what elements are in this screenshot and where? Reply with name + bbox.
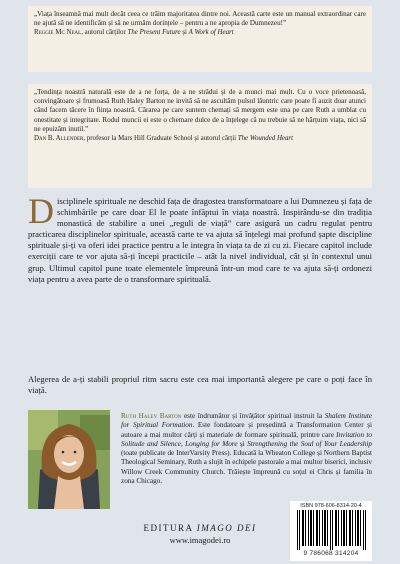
endorsement-attribution: Dan B. Allender, profesor la Mars Hill Graduate School și autorul cărții The Wounded Heart: [34, 135, 294, 143]
description-paragraph-2: Alegerea de a-ți stabili propriul ritm sacru este cea mai importantă alegere pe care o poți face în viață.: [28, 374, 372, 396]
publisher-name: EDITURA IMAGO DEI: [143, 523, 257, 533]
endorsement-author: Reggie Mc Neal: [34, 29, 82, 37]
author-photo: [28, 410, 110, 509]
drop-cap: D: [28, 191, 54, 231]
description-paragraph-1: isciplinele spirituale ne deschid fața de dragostea transformatoare a lui Dumnezeu și fața de schimbările pe care doar El le poate înfăptui în viața noastră. Inspirându-se din tradiția monastică de stabilire a unei „reguli de viață” care asigură un cadru regulat pentru practicarea disciplinelor spirituale, această carte te va ajuta să înțelegi mai profund șapte discipline spirituale și-ți va oferi idei practice pentru a le integra în viața ta de zi cu zi. Fiecare capitol include exerciții care te vor ajuta să-ți începi practicile – atât la nivel individual, cât și în contextul unui grup. Ultimul capitol pune toate elementele împreună într-un mod care te va ajuta să-ți ordonezi viața pentru a avea parte de o transformare spirituală.: [28, 196, 372, 284]
endorsement-author: Dan B. Allender: [34, 135, 84, 143]
isbn-label: ISBN 978-606-8314-20-4: [300, 503, 362, 509]
endorsement-attribution: Reggie Mc Neal, autorul cărților The Present Future și A Work of Heart: [34, 29, 234, 37]
publisher-website: www.imagodei.ro: [169, 535, 231, 545]
endorsement-text: „Viața înseamnă mai mult decât ceea ce trăim majoritatea dintre noi. Această carte este un manual extraordinar care ne ajută să ne identificăm și să ne urmăm dorințele – pentru a ne apropia de Dumnezeu!”: [34, 10, 366, 28]
author-name: Ruth Haley Barton: [121, 412, 182, 420]
author-bio: Ruth Haley Barton este îndrumător și învățător spiritual instruit la Shalem Institute for Spiritual Formation. Este fondatoare și președintă a Transformation Center și autoare a mai multor cărți și materiale de formare spirituală, printre care Invitation to Solitude and Silence, Longing for More și Strengthening the Soul of Your Leadership (toate publicate de InterVarsity Press). Educată la Wheaton College și Northern Baptist Theological Seminary, Ruth a slujit în echipele pastorale a mai multor biserici, inclusiv Willow Creek Community Church. Trăiește împreună cu soțul ei Chris și familia în zona Chicago.: [121, 412, 373, 486]
endorsement-text: „Tendința noastră naturală este de a ne forța, de a ne strădui și de a munci mai mult. Cu o voce prietenoasă, convingătoare și frumoasă Ruth Haley Barton ne invită să ne ascultăm pulsul lăuntric care poate fi auzit doar atunci când facem tăcere în ființa noastră. Cărarea pe care suntem chemați să mergem este una pe care Ruth a umblat cu onestitate și integritate. Rodul muncii ei este o chemare dulce de a înțelege că nu trebuie să ne hărțuim viața, nici să ne epuizăm inutil.”: [34, 88, 366, 133]
book-description: [28, 191, 372, 285]
isbn-number: 9 786068 314204: [303, 550, 359, 557]
endorsement-quote-2: [28, 84, 372, 188]
endorsement-quote-1: [28, 6, 372, 72]
